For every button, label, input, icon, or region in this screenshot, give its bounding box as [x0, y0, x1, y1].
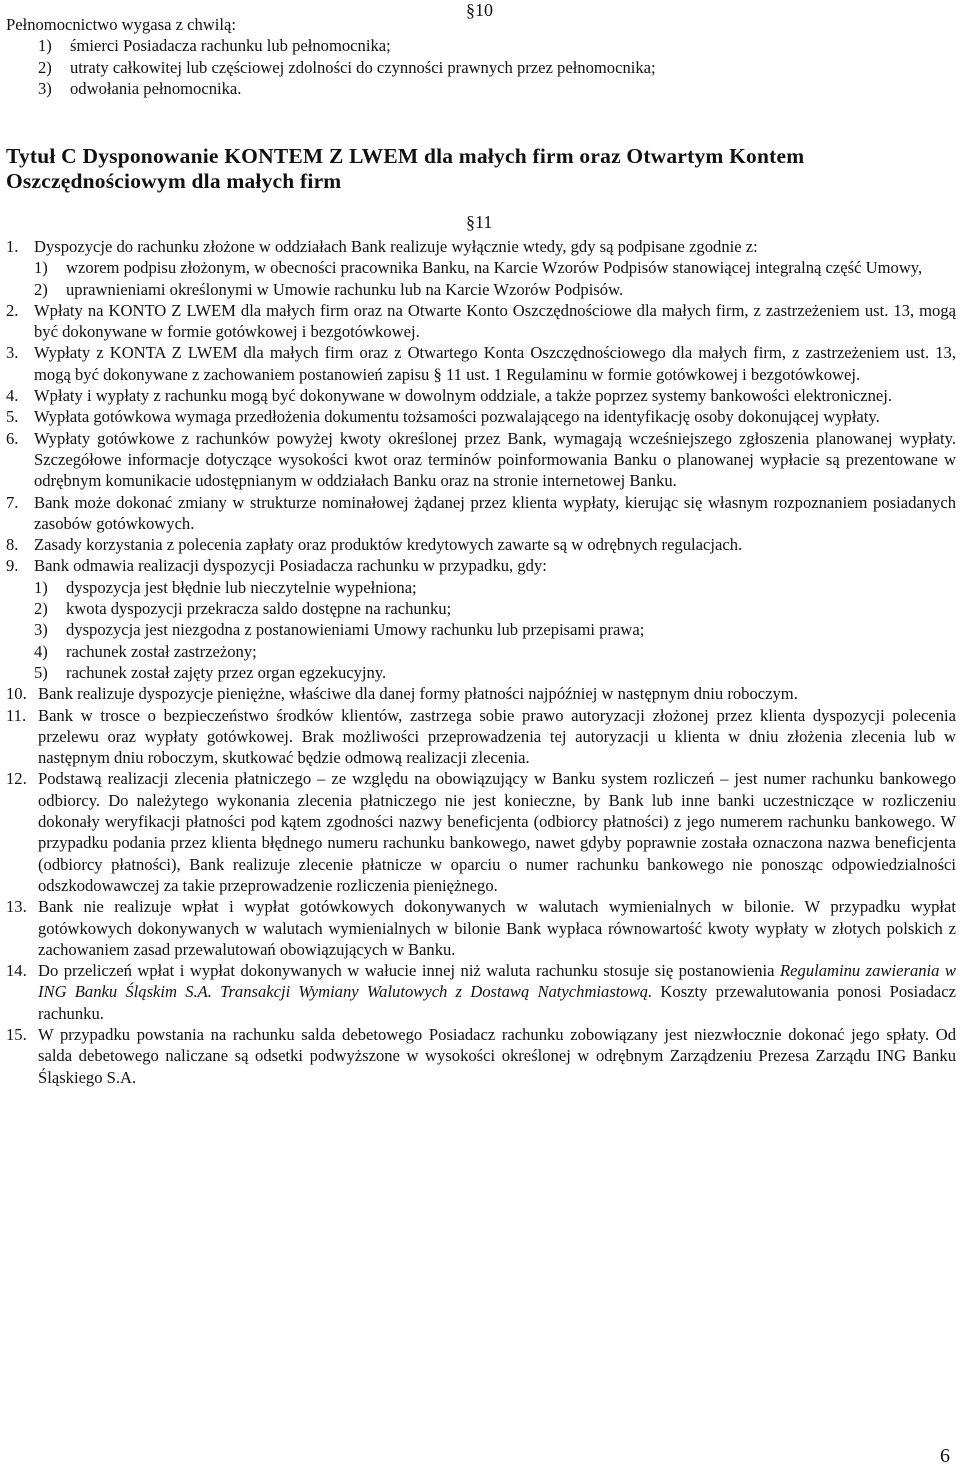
paragraph-9: 9. Bank odmawia realizacji dyspozycji Posiadacza rachunku w przypadku, gdy: — [6, 556, 547, 576]
paragraph-13: 13. Bank nie realizuje wpłat i wypłat gotówkowych dokonywanych w walutach wymienialnych w bilonie. W przypadku wypłat gotówkowych dokonywanych w walutach wymienialnych w bilonie Bank wypłaca równowartość kwoty wypłaty w złotych polskich z zachowaniem zasad przewalutowań obowiązujących w Banku. — [6, 897, 956, 959]
paragraph-4: 4. Wpłaty i wypłaty z rachunku mogą być dokonywane w dowolnym oddziale, a także poprzez systemy bankowości elektronicznej. — [6, 386, 892, 406]
paragraph-1: 1. Dyspozycje do rachunku złożone w oddziałach Bank realizuje wyłącznie wtedy, gdy są podpisane zgodnie z: — [6, 237, 758, 256]
paragraph-9-point-2: 2) kwota dyspozycji przekracza saldo dostępne na rachunku; — [34, 599, 452, 619]
regulation-title: Regulaminu zawierania w ING Banku Śląskim S.A. Transakcji Wymiany Walutowych z Dostawą Natychmiastową. — [38, 961, 956, 1002]
paragraph-7: 7. Bank może dokonać zmiany w strukturze nominałowej żądanej przez klienta wypłaty, kierując się własnym rozpoznaniem posiadanych zasobów gotówkowych. — [6, 492, 956, 533]
section-10-item-1: 1) śmierci Posiadacza rachunku lub pełnomocnika; — [38, 36, 391, 56]
paragraph-12: 12. Podstawą realizacji zlecenia płatniczego – ze względu na obowiązujący w Banku system rozliczeń – jest numer rachunku bankowego odbiorcy. Do należytego wykonania zlecenia płatniczego nie jest konieczne, by Bank lub inne banki uczestniczące w rozliczeniu dokonały weryfikacji płatności pod kątem zgodności nazwy beneficjenta (odbiorcy płatności) z jego numerem rachunku bankowego. W przypadku podania przez klienta błędnego numeru rachunku bankowego, nawet gdyby poprawnie została oznaczona nazwa beneficjenta (odbiorcy płatności), Bank realizuje zlecenie płatnicze w oparciu o numer rachunku bankowego nie ponosząc odpowiedzialności odszkodowawczej za takie przeprowadzenie rozliczenia pieniężnego. — [6, 769, 956, 895]
paragraph-9-point-5: 5) rachunek został zajęty przez organ egzekucyjny. — [34, 662, 387, 682]
paragraph-11: 11. Bank w trosce o bezpieczeństwo środków klientów, zastrzega sobie prawo autoryzacji złożonej przez klienta dyspozycji polecenia przelewu oraz wypłaty gotówkowej. Brak możliwości przeprowadzenia tej autoryzacji u klienta w dniu złożenia zlecenia lub w następnym dniu roboczym, skutkować będzie odmową realizacji zlecenia. — [6, 705, 956, 768]
paragraph-8: 8. Zasady korzystania z polecenia zapłaty oraz produktów kredytowych zawarte są w odrębnych regulacjach. — [6, 535, 743, 555]
section-11 — [6, 236, 956, 1088]
section-10-item-2: 2) utraty całkowitej lub częściowej zdolności do czynności prawnych przez pełnomocnika; — [38, 57, 656, 77]
title-c-heading: Tytuł C Dysponowanie KONTEM Z LWEM dla małych firm oraz Otwartym Kontem Oszczędnościowym dla małych firm — [6, 144, 805, 193]
paragraph-2: 2. Wpłaty na KONTO Z LWEM dla małych firm oraz na Otwarte Konto Oszczędnościowe dla małych firm, z zastrzeżeniem ust. 13, mogą być dokonywane w formie gotówkowej i bezgotówkowej. — [6, 300, 956, 342]
section-10-item-3: 3) odwołania pełnomocnika. — [38, 78, 242, 98]
paragraph-6: 6. Wypłaty gotówkowe z rachunków powyżej kwoty określonej przez Bank, wymagają wcześniejszego zgłoszenia planowanej wypłaty. Szczegółowe informacje dotyczące wysokości kwot oraz terminów poinformowania Banku o planowanej wypłacie są prezentowane w odrębnym komunikacie udostępnianym w oddziałach Banku oraz na stronie internetowej Banku. — [6, 428, 956, 491]
section-10 — [6, 14, 956, 99]
paragraph-5: 5. Wypłata gotówkowa wymaga przedłożenia dokumentu tożsamości pozwalającego na identyfikację osoby dokonującej wypłaty. — [6, 407, 880, 427]
section-10-intro: Pełnomocnictwo wygasa z chwilą: — [6, 15, 236, 34]
page-number: 6 — [940, 1445, 950, 1467]
paragraph-3: 3. Wypłaty z KONTA Z LWEM dla małych firm oraz z Otwartego Konta Oszczędnościowego dla małych firm, z zastrzeżeniem ust. 13, mogą być dokonywane z zachowaniem postanowień zapisu § 11 ust. 1 Regulaminu w formie gotówkowej i bezgotówkowej. — [6, 343, 956, 384]
paragraph-9-point-1: 1) dyspozycja jest błędnie lub nieczytelnie wypełniona; — [34, 577, 417, 597]
paragraph-15: 15. W przypadku powstania na rachunku salda debetowego Posiadacz rachunku zobowiązany jest niezwłocznie dokonać jego spłaty. Od salda debetowego naliczane są odsetki podwyższone w wysokości określonej w odrębnym Zarządzeniu Prezesa Zarządu ING Banku Śląskiego S.A. — [6, 1024, 956, 1087]
paragraph-10: 10. Bank realizuje dyspozycje pieniężne, właściwe dla danej formy płatności najpóźniej w następnym dniu roboczym. — [6, 684, 798, 704]
section-10-heading: §10 — [466, 0, 493, 20]
paragraph-1-point-1: 1) wzorem podpisu złożonym, w obecności pracownika Banku, na Karcie Wzorów Podpisów stanowiącej integralną część Umowy, — [34, 258, 923, 278]
paragraph-1-point-2: 2) uprawnieniami określonymi w Umowie rachunku lub na Karcie Wzorów Podpisów. — [34, 279, 624, 299]
paragraph-9-point-3: 3) dyspozycja jest niezgodna z postanowieniami Umowy rachunku lub przepisami prawa; — [34, 620, 645, 640]
section-11-heading: §11 — [466, 212, 493, 232]
paragraph-9-point-4: 4) rachunek został zastrzeżony; — [34, 641, 257, 661]
paragraph-14: 14. Do przeliczeń wpłat i wypłat dokonywanych w wałucie innej niż waluta rachunku stosuje się postanowienia Regulaminu zawierania w ING Banku Śląskim S.A. Transakcji Wymiany Walutowych z Dostawą Natychmiastową. Koszty przewalutowania ponosi Posiadacz rachunku. — [6, 961, 957, 1023]
